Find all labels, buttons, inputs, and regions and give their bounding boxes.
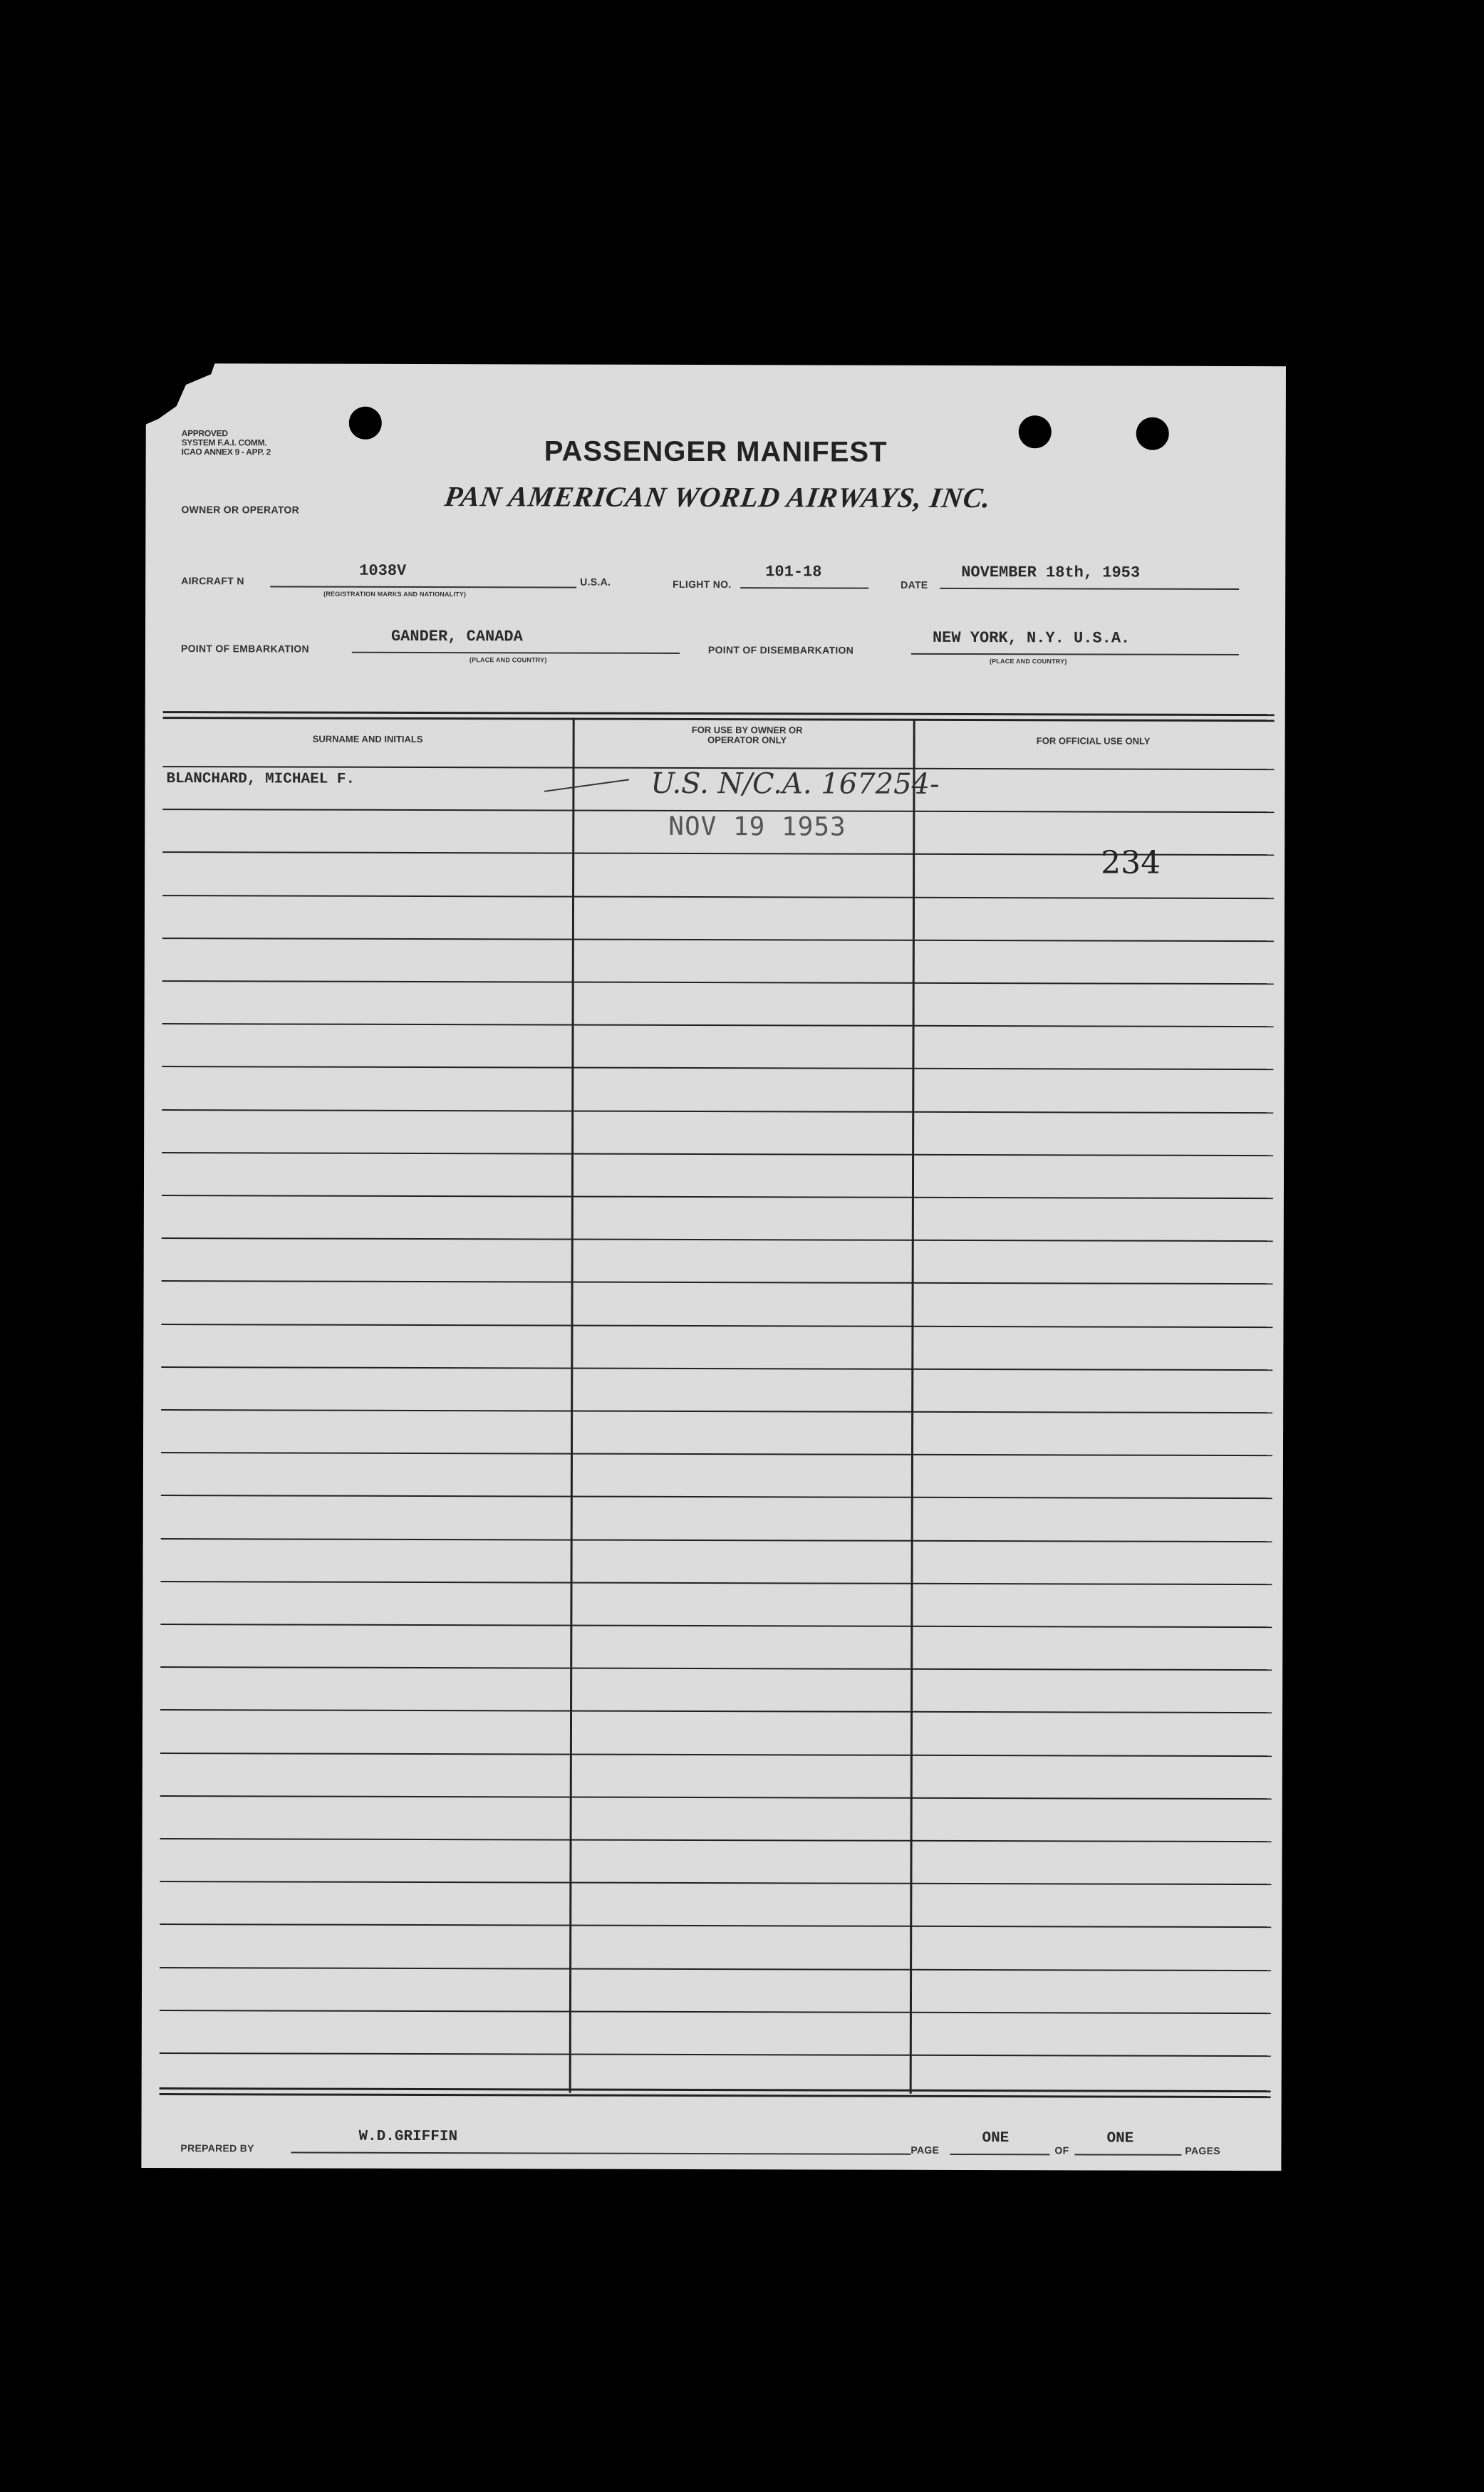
date-value: NOVEMBER 18th, 1953 (961, 563, 1141, 582)
disembark-label: POINT OF DISEMBARKATION (707, 644, 854, 656)
table-row-line (160, 1795, 1272, 1800)
table-bottom-rule (160, 2093, 1271, 2098)
table-row-line (162, 1066, 1273, 1070)
owner-label: OWNER OR OPERATOR (181, 504, 300, 516)
handwritten-stroke (544, 779, 629, 791)
flight-value: 101-18 (765, 563, 822, 581)
date-label: DATE (901, 578, 928, 591)
page-underline (950, 2154, 1049, 2155)
owner-value: PAN AMERICAN WORLD AIRWAYS, INC. (442, 480, 994, 514)
disembark-value: NEW YORK, N.Y. U.S.A. (932, 628, 1131, 648)
prepared-underline (291, 2152, 910, 2155)
disembark-underline (911, 653, 1239, 655)
of-value: ONE (1106, 2130, 1134, 2147)
aircraft-value: 1038V (359, 561, 407, 580)
table-row-line (160, 1923, 1271, 1928)
table-row-line (160, 1881, 1271, 1885)
table-row-line (160, 1709, 1272, 1713)
table-row-line (161, 1452, 1272, 1456)
table-row-line (160, 2052, 1271, 2057)
of-label: OF (1054, 2144, 1069, 2156)
embark-value: GANDER, CANADA (390, 627, 523, 646)
embark-underline (352, 652, 680, 654)
table-row-line (161, 1495, 1272, 1499)
pages-label: PAGES (1185, 2144, 1220, 2156)
usa-label: U.S.A. (580, 576, 611, 588)
handwritten-note: U.S. N/C.A. 167254- (650, 767, 940, 801)
table-row-line (162, 895, 1274, 899)
table-row-line (162, 1152, 1273, 1156)
flight-underline (740, 587, 868, 588)
date-underline (940, 588, 1239, 590)
column-divider (569, 718, 575, 2093)
table-row-line (161, 1581, 1272, 1585)
table-row-line (161, 1538, 1272, 1542)
embark-label: POINT OF EMBARKATION (180, 643, 309, 655)
prepared-value: W.D.GRIFFIN (358, 2128, 458, 2146)
table-row-line (162, 938, 1274, 942)
col-header-official-use: FOR OFFICIAL USE ONLY (1036, 735, 1151, 747)
table-row-line (162, 1280, 1273, 1284)
col-header-owner-use: FOR USE BY OWNER OR OPERATOR ONLY (691, 725, 803, 746)
table-row-line (162, 980, 1274, 985)
col-header-surname: SURNAME AND INITIALS (312, 733, 423, 745)
table-row-line (161, 1409, 1272, 1413)
aircraft-underline (270, 586, 576, 588)
official-number: 234 (1101, 844, 1161, 881)
prepared-label: PREPARED BY (180, 2142, 254, 2154)
table-row-line (160, 1838, 1272, 1842)
aircraft-label: AIRCRAFT N (181, 575, 244, 587)
table-row-line (162, 1023, 1274, 1027)
page-label: PAGE (910, 2144, 940, 2156)
table-row-line (160, 2010, 1271, 2014)
table-bottom-rule (160, 2087, 1271, 2092)
torn-corner (139, 356, 217, 427)
table-row-line (162, 1195, 1273, 1199)
table-row-line (162, 1237, 1273, 1242)
approval-line: APPROVED (181, 428, 228, 439)
manifest-page (141, 363, 1286, 2171)
table-row-line (160, 1624, 1272, 1628)
date-stamp: NOV 19 1953 (668, 811, 846, 842)
disembark-sublabel: (PLACE AND COUNTRY) (989, 658, 1067, 665)
table-row-line (160, 1753, 1272, 1757)
aircraft-sublabel: (REGISTRATION MARKS AND NATIONALITY) (323, 590, 467, 598)
table-top-rule (163, 711, 1275, 716)
approval-line: ICAO ANNEX 9 - APP. 2 (181, 447, 271, 457)
embark-sublabel: (PLACE AND COUNTRY) (469, 656, 547, 664)
page-value: ONE (982, 2130, 1010, 2147)
passenger-name: BLANCHARD, MICHAEL F. (166, 771, 356, 788)
table-row-line (160, 1967, 1271, 1971)
approval-line: SYSTEM F.A.I. COMM. (181, 437, 267, 448)
page-title: PASSENGER MANIFEST (544, 435, 888, 468)
of-underline (1074, 2154, 1181, 2155)
flight-label: FLIGHT NO. (673, 578, 732, 591)
table-row-line (161, 1366, 1272, 1371)
column-divider (910, 719, 915, 2094)
table-row-line (162, 1109, 1273, 1113)
table-row-line (160, 1666, 1272, 1671)
table-row-line (161, 1324, 1272, 1328)
table-top-rule (163, 717, 1275, 722)
